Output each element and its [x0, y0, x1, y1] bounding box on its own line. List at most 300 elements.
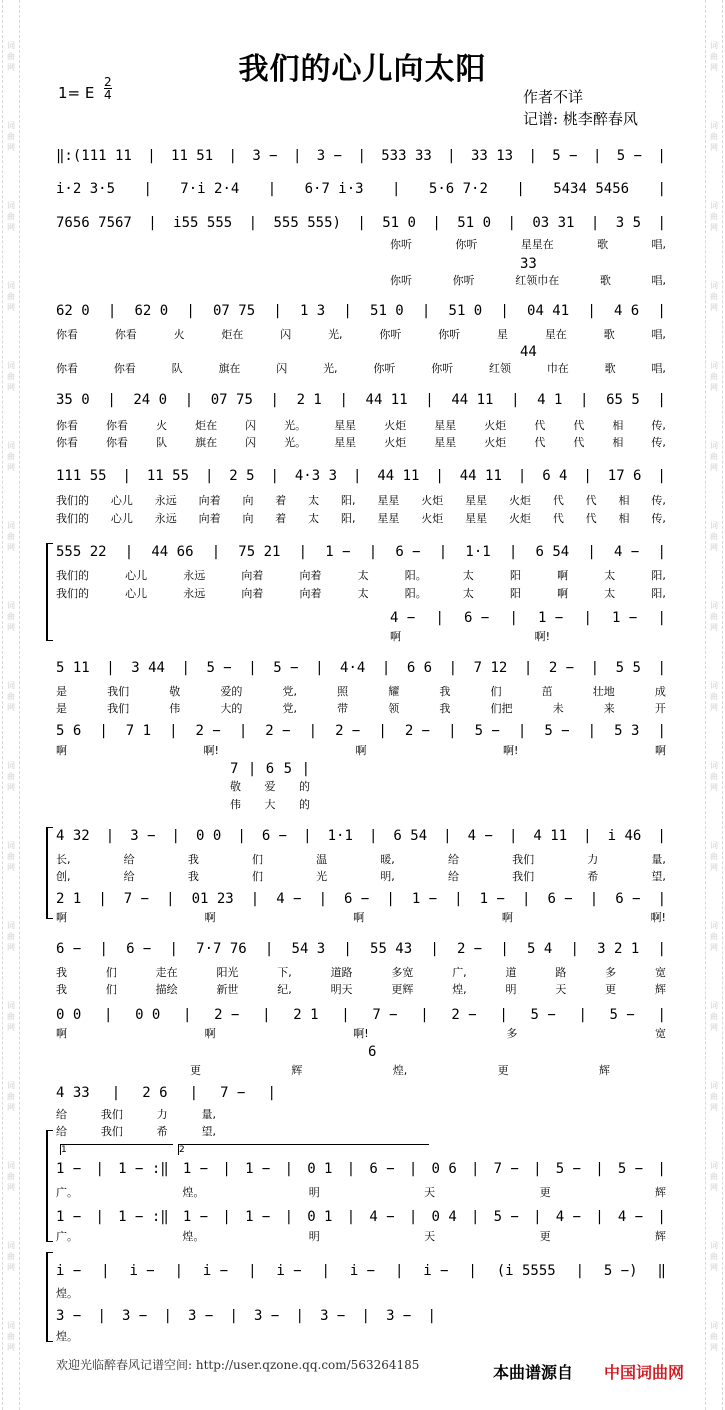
lyric-syllable: 你听: [390, 238, 412, 251]
notation-token: |: [657, 303, 666, 319]
watermark-left: [3, 40, 19, 73]
notation-token: 2 −: [335, 723, 361, 739]
volta-1-label: 1: [61, 1145, 67, 1155]
notation-token: 6 −: [344, 891, 370, 907]
lyric-syllable: 啊!: [650, 911, 666, 924]
lyric-syllable: 啊: [204, 911, 216, 924]
notation-token: |: [592, 148, 602, 164]
lyric-syllable: 阳,: [651, 587, 666, 600]
notation-token: |: [570, 941, 579, 957]
watermark-char: 曲: [710, 1332, 718, 1341]
lyric-syllable: 大: [264, 798, 276, 811]
notation-token: |: [443, 828, 452, 844]
lyric-syllable: 给: [447, 870, 459, 883]
lyric-syllable: 我们: [100, 1125, 123, 1138]
notation-token: 1 −: [182, 1209, 209, 1225]
notation-token: 1 3: [299, 303, 326, 319]
notation-token: i·2 3·5: [56, 181, 116, 197]
watermark-char: 曲: [7, 292, 15, 301]
watermark-char: 词: [7, 761, 15, 770]
lyric-line: [56, 964, 666, 980]
notation-token: 6 −: [464, 610, 490, 626]
watermark-char: 曲: [7, 372, 15, 381]
watermark-char: 曲: [7, 212, 15, 221]
footer-visit-text: 欢迎光临醉春风记谱空间: http://user.qzone.qq.com/563264185: [56, 1358, 420, 1372]
notation-token: |: [657, 828, 666, 844]
lyric-syllable: 你听: [390, 274, 412, 287]
lyric-syllable: 闪: [245, 419, 257, 432]
notation-token: |: [183, 1007, 192, 1023]
notation-token: 5 −): [603, 1263, 638, 1279]
notation-token: |: [500, 303, 509, 319]
notation-token: |: [303, 828, 312, 844]
notation-token: |: [301, 761, 310, 777]
watermark-char: 词: [710, 681, 718, 690]
notation-token: |: [122, 468, 131, 484]
notation-token: 07 75: [213, 303, 256, 319]
lyric-syllable: 伟: [230, 798, 241, 811]
notation-token: 6: [368, 1044, 377, 1060]
lyric-syllable: 向着: [299, 587, 322, 600]
lyric-syllable: 煌。: [182, 1186, 205, 1199]
lyric-syllable: 心儿: [110, 494, 133, 507]
lyric-syllable: 你看: [106, 436, 129, 449]
lyric-syllable: 太: [462, 569, 474, 582]
watermark-left: [3, 920, 19, 953]
notation-token: 44: [520, 344, 537, 360]
lyric-syllable: 向: [242, 512, 254, 525]
lyric-syllable: 我们: [100, 1108, 123, 1121]
notation-token: |: [361, 1308, 370, 1324]
notation-token: |: [447, 148, 456, 164]
notation-token: i −: [202, 1263, 229, 1279]
watermark-right: [706, 520, 722, 553]
lyric-syllable: 的: [299, 798, 310, 811]
lyric-syllable: 下,: [277, 966, 292, 979]
notation-token: 55 43: [370, 941, 413, 957]
notation-token: |: [101, 1263, 110, 1279]
lyric-syllable: 成: [654, 685, 666, 698]
lyric-syllable: 道: [505, 966, 517, 979]
notation-token: |: [392, 181, 401, 197]
watermark-right: [706, 1080, 722, 1113]
notation-line: [56, 657, 666, 679]
notation-token: |: [533, 1161, 542, 1177]
watermark-char: 曲: [710, 212, 718, 221]
lyric-syllable: 未: [552, 702, 564, 715]
lyric-syllable: 代: [585, 512, 597, 525]
notation-line: [56, 720, 666, 742]
notation-token: 7: [230, 761, 239, 777]
watermark-left: [3, 760, 19, 793]
notation-token: |: [228, 148, 237, 164]
lyric-syllable: 啊: [390, 630, 401, 643]
notation-token: |: [184, 392, 194, 408]
lyric-syllable: 传,: [651, 512, 666, 525]
watermark-char: 网: [710, 1263, 718, 1272]
watermark-char: 网: [7, 63, 15, 72]
lyric-syllable: 星在: [544, 328, 567, 341]
notation-token: 7·i 2·4: [180, 181, 240, 197]
notation-token: |: [143, 181, 152, 197]
notation-token: 7 −: [123, 891, 150, 907]
lyric-syllable: 创,: [56, 870, 71, 883]
notation-token: 2 1: [56, 891, 82, 907]
lyric-line: [56, 1106, 216, 1122]
notation-token: |: [107, 303, 117, 319]
lyric-syllable: 我们: [107, 685, 130, 698]
lyric-syllable: 你看: [56, 419, 78, 432]
notation-token: (i 5555: [496, 1263, 556, 1279]
lyric-syllable: 煌。: [56, 1330, 78, 1343]
watermark-char: 词: [7, 361, 15, 370]
notation-token: |: [533, 1209, 542, 1225]
lyric-line: [56, 981, 666, 997]
lyric-syllable: 阳: [510, 587, 521, 600]
lyric-line: [56, 909, 666, 925]
notation-token: 24 0: [133, 392, 168, 408]
notation-token: 4·3 3: [294, 468, 338, 484]
watermark-right: [706, 840, 722, 873]
lyric-syllable: 心儿: [125, 569, 148, 582]
notation-token: 5 −: [555, 1161, 582, 1177]
watermark-char: 网: [7, 623, 15, 632]
lyric-syllable: 火炬: [421, 512, 444, 525]
notation-token: |: [267, 1085, 276, 1101]
lyric-syllable: 代: [585, 494, 597, 507]
notation-token: 4 6: [613, 303, 640, 319]
watermark-char: 曲: [710, 532, 718, 541]
lyric-syllable: 相: [618, 512, 630, 525]
notation-token: 3 2 1: [597, 941, 640, 957]
notation-token: |: [111, 1085, 121, 1101]
watermark-char: 网: [710, 1343, 718, 1352]
lyric-syllable: 歌: [597, 238, 609, 251]
lyric-syllable: 耀: [388, 685, 400, 698]
notation-token: 5 −: [474, 723, 500, 739]
notation-token: 54 3: [291, 941, 326, 957]
watermark-char: 词: [7, 201, 15, 210]
notation-line: [56, 1305, 436, 1327]
notation-token: 62 0: [134, 303, 169, 319]
lyric-line: [390, 236, 666, 252]
notation-token: i 46: [607, 828, 642, 844]
lyric-line: [56, 700, 666, 716]
notation-token: 6 −: [56, 941, 82, 957]
notation-token: |: [516, 181, 525, 197]
watermark-left: [3, 1080, 19, 1113]
notation-token: |: [657, 1209, 666, 1225]
notation-token: i55 555: [173, 215, 233, 231]
lyric-syllable: 宽: [654, 966, 666, 979]
notation-token: |: [468, 1263, 477, 1279]
lyric-syllable: 是: [56, 702, 67, 715]
notation-token: 01 23: [191, 891, 234, 907]
notation-token: 6 −: [126, 941, 152, 957]
lyric-syllable: 闪: [280, 328, 292, 341]
notation-token: |: [238, 723, 248, 739]
notation-token: |: [147, 148, 156, 164]
watermark-char: 曲: [7, 132, 15, 141]
notation-token: |: [438, 544, 448, 560]
lyric-syllable: 辉: [599, 1064, 610, 1077]
lyric-syllable: 唱,: [651, 238, 666, 251]
lyric-syllable: 们: [251, 853, 263, 866]
watermark-char: 词: [710, 201, 718, 210]
lyric-line: [56, 742, 666, 758]
lyric-syllable: 阳,: [341, 512, 356, 525]
lyric-syllable: 给: [123, 870, 135, 883]
notation-token: 555 555): [273, 215, 341, 231]
notation-token: |: [352, 468, 362, 484]
watermark-char: 曲: [710, 852, 718, 861]
notation-token: 6 4: [542, 468, 568, 484]
notation-token: |: [98, 891, 107, 907]
lyric-syllable: 阳。: [404, 569, 427, 582]
watermark-char: 网: [710, 143, 718, 152]
notation-line: [230, 758, 310, 780]
notation-token: 6 6: [406, 660, 433, 676]
watermark-char: 曲: [710, 1252, 718, 1261]
lyric-syllable: 向着: [241, 569, 264, 582]
watermark-char: 曲: [7, 1092, 15, 1101]
watermark-char: 网: [7, 783, 15, 792]
lyric-syllable: 开: [654, 702, 666, 715]
notation-token: |: [169, 723, 178, 739]
notation-token: 44 11: [459, 468, 502, 484]
notation-token: |: [343, 941, 352, 957]
watermark-right: [706, 1320, 722, 1353]
notation-token: 1·1: [465, 544, 491, 560]
notation-token: |: [248, 660, 257, 676]
notation-token: |: [222, 1161, 231, 1177]
notation-token: |: [420, 1007, 429, 1023]
lyric-syllable: 煌。: [56, 1287, 78, 1300]
lyric-syllable: 唱,: [651, 362, 666, 375]
notation-token: |: [95, 1161, 104, 1177]
lyric-syllable: 辉: [654, 1230, 666, 1243]
notation-token: |: [262, 1007, 271, 1023]
lyric-syllable: 带: [337, 702, 349, 715]
notation-token: |: [657, 148, 666, 164]
watermark-char: 网: [7, 1023, 15, 1032]
lyric-syllable: 我: [439, 685, 451, 698]
lyric-syllable: 天: [555, 983, 567, 996]
notation-token: 1 −: [325, 544, 351, 560]
notation-token: |: [357, 148, 366, 164]
notation-token: |: [308, 723, 318, 739]
lyric-syllable: 太: [308, 512, 320, 525]
notation-token: |: [248, 1263, 257, 1279]
lyric-syllable: 我们: [512, 870, 535, 883]
notation-token: 5 5: [615, 660, 641, 676]
lyric-syllable: 火炬: [384, 436, 407, 449]
notation-token: |: [435, 468, 444, 484]
lyric-syllable: 星星: [434, 419, 457, 432]
lyric-syllable: 心儿: [110, 512, 133, 525]
lyric-syllable: 你听: [431, 362, 454, 375]
lyric-syllable: 煌。: [182, 1230, 205, 1243]
lyric-syllable: 啊: [353, 911, 365, 924]
notation-token: 5 −: [616, 148, 643, 164]
meter-top: 2: [104, 75, 112, 89]
notation-token: 111 55: [56, 468, 107, 484]
lyric-syllable: 啊: [204, 1027, 216, 1040]
lyric-syllable: 队: [156, 436, 168, 449]
notation-token: 4 −: [555, 1209, 582, 1225]
notation-token: |: [583, 468, 592, 484]
notation-token: 533 33: [381, 148, 432, 164]
notation-token: |: [408, 1209, 418, 1225]
lyric-syllable: 煌,: [392, 1064, 408, 1077]
lyric-syllable: 永远: [183, 587, 206, 600]
lyric-syllable: 长,: [56, 853, 71, 866]
lyric-syllable: 闪: [245, 436, 257, 449]
watermark-char: 词: [710, 441, 718, 450]
notation-token: |: [284, 1209, 293, 1225]
notation-token: 0 4: [431, 1209, 457, 1225]
lyric-syllable: 更: [539, 1230, 551, 1243]
notation-line: [56, 541, 666, 563]
notation-token: 0 0: [196, 828, 222, 844]
lyric-line: [230, 778, 310, 794]
notation-token: |: [454, 891, 463, 907]
notation-token: 33: [520, 256, 537, 272]
watermark-left: [3, 1000, 19, 1033]
notation-token: |: [204, 468, 214, 484]
watermark-char: 网: [7, 1343, 15, 1352]
watermark-char: 曲: [7, 932, 15, 941]
lyric-syllable: 啊: [654, 744, 666, 757]
lyric-syllable: 道路: [330, 966, 353, 979]
watermark-char: 词: [7, 41, 15, 50]
lyric-syllable: 阳,: [341, 494, 356, 507]
notation-token: |: [163, 1308, 172, 1324]
notation-token: |: [103, 1007, 113, 1023]
lyric-syllable: 星星: [377, 512, 400, 525]
notation-token: 11 55: [146, 468, 190, 484]
watermark-char: 词: [7, 1161, 15, 1170]
lyric-syllable: 辉: [654, 1186, 666, 1199]
watermark-right: [706, 1000, 722, 1033]
notation-token: |: [595, 1161, 604, 1177]
lyric-syllable: 红领: [489, 362, 511, 375]
notation-token: |: [587, 723, 597, 739]
lyric-syllable: 照: [337, 685, 349, 698]
notation-token: |: [189, 1085, 199, 1101]
watermark-left: [3, 360, 19, 393]
system-brace: [46, 1130, 53, 1242]
notation-token: 5 −: [493, 1209, 519, 1225]
notation-token: 1 −: [182, 1161, 209, 1177]
notation-token: 1 −: [538, 610, 564, 626]
lyric-syllable: 向着: [198, 494, 221, 507]
notation-token: 1 −: [612, 610, 638, 626]
notation-token: |: [181, 660, 190, 676]
notation-token: 3 −: [254, 1308, 280, 1324]
lyric-syllable: 爱: [264, 780, 276, 793]
notation-token: 5 −: [609, 1007, 635, 1023]
lyric-line: [56, 1228, 666, 1244]
notation-token: 2 5: [229, 468, 255, 484]
notation-token: i −: [349, 1263, 376, 1279]
lyric-line: [230, 796, 310, 812]
notation-token: |: [657, 544, 666, 560]
lyric-line: [56, 851, 666, 867]
notation-token: 0 1: [307, 1161, 333, 1177]
lyric-syllable: 唱,: [651, 328, 666, 341]
watermark-left: [3, 1240, 19, 1273]
lyric-syllable: 更辉: [391, 983, 414, 996]
notation-token: |: [521, 891, 531, 907]
notation-token: |: [657, 1007, 666, 1023]
notation-token: 62 0: [56, 303, 90, 319]
notation-token: 6 −: [547, 891, 573, 907]
notation-token: |: [421, 303, 431, 319]
watermark-char: 曲: [710, 52, 718, 61]
watermark-right: [706, 120, 722, 153]
notation-token: 5 −: [552, 148, 578, 164]
watermark-char: 词: [7, 521, 15, 530]
notation-token: |: [448, 723, 457, 739]
notation-token: |: [528, 148, 537, 164]
notation-token: |: [321, 1263, 330, 1279]
watermark-char: 网: [7, 143, 15, 152]
watermark-char: 词: [710, 921, 718, 930]
lyric-syllable: 我们的: [56, 587, 89, 600]
notation-token: 2 −: [451, 1007, 477, 1023]
watermark-char: 曲: [7, 612, 15, 621]
lyric-syllable: 代: [573, 436, 585, 449]
notation-token: |: [590, 660, 600, 676]
notation-token: |: [386, 891, 395, 907]
lyric-syllable: 炬在: [221, 328, 244, 341]
lyric-line: [56, 1123, 216, 1139]
lyric-syllable: 们: [251, 870, 263, 883]
notation-token: |: [508, 828, 518, 844]
watermark-char: 词: [710, 841, 718, 850]
notation-token: |: [186, 303, 195, 319]
lyric-syllable: 啊!: [503, 744, 519, 757]
lyric-syllable: 传,: [651, 436, 666, 449]
lyric-syllable: 光: [316, 870, 328, 883]
lyric-syllable: 我: [187, 853, 199, 866]
lyric-syllable: 敬: [169, 685, 181, 698]
notation-token: |: [357, 215, 366, 231]
lyric-syllable: 着: [275, 512, 287, 525]
notation-token: 1 −: [56, 1161, 82, 1177]
lyric-syllable: 永远: [154, 512, 177, 525]
watermark-char: 网: [7, 943, 15, 952]
notation-token: 0 0: [135, 1007, 161, 1023]
watermark-char: 网: [710, 623, 718, 632]
lyric-syllable: 向: [242, 494, 254, 507]
watermark-char: 网: [7, 1183, 15, 1192]
lyric-syllable: 力: [587, 853, 599, 866]
watermark-char: 词: [7, 121, 15, 130]
notation-token: |: [248, 215, 258, 231]
lyric-line: [390, 272, 666, 288]
lyric-syllable: 我: [56, 966, 67, 979]
lyric-syllable: 们: [105, 966, 117, 979]
notation-token: 5 −: [273, 660, 299, 676]
watermark-char: 曲: [7, 692, 15, 701]
watermark-char: 词: [7, 1241, 15, 1250]
lyric-syllable: 啊: [557, 587, 569, 600]
watermark-char: 词: [710, 521, 718, 530]
notation-token: |: [657, 468, 666, 484]
notation-token: 6 −: [395, 544, 421, 560]
